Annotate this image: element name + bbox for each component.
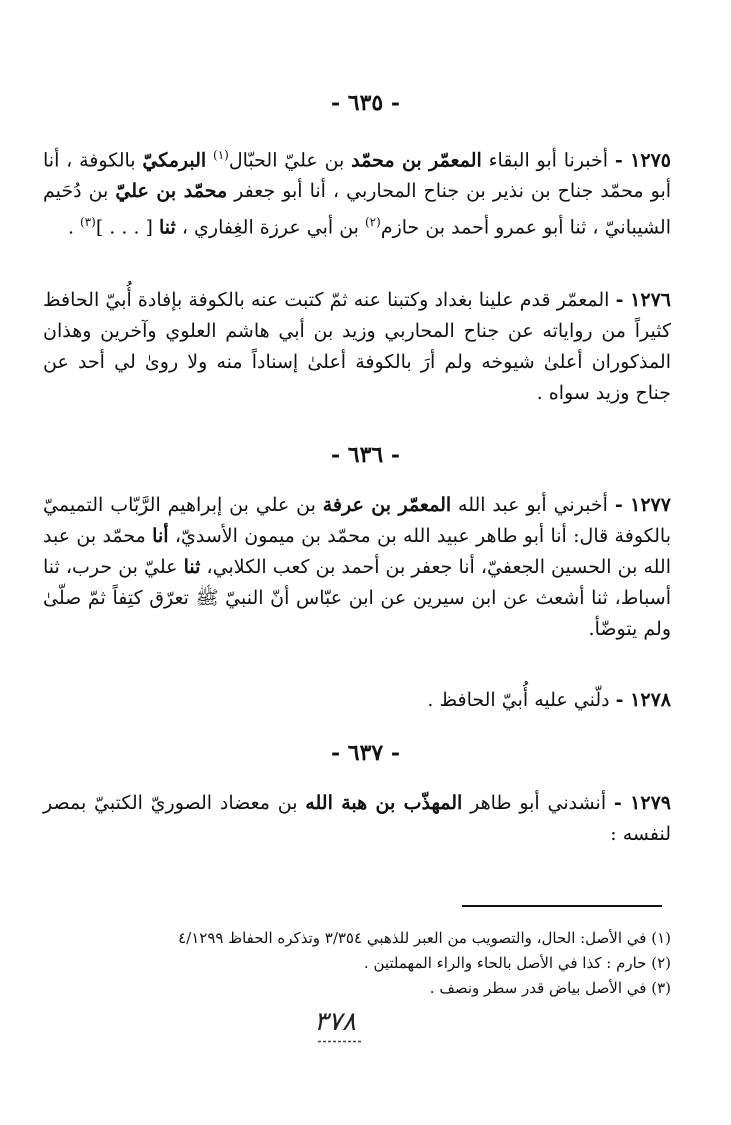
bold-name: أنا bbox=[152, 525, 169, 547]
entry-text: أخبرني أبو عبد الله bbox=[451, 494, 608, 516]
footnote-2: (٢) حارم : كذا في الأصل بالحاء والراء المهملتين . bbox=[363, 954, 671, 972]
entry-number: ١٢٧٨ - bbox=[615, 689, 671, 711]
entry-1276 bbox=[43, 285, 671, 409]
entry-text: أخبرنا أبو البقاء bbox=[481, 149, 609, 172]
section-number-637: - ٦٣٧ - bbox=[330, 740, 401, 766]
entry-number: ١٢٧٦ - bbox=[615, 289, 671, 311]
bold-name: المهذّب بن هبة الله bbox=[305, 792, 463, 814]
section-number-636: - ٦٣٦ - bbox=[330, 442, 401, 468]
entry-text: دلّني عليه أُبيّ الحافظ . bbox=[427, 689, 610, 711]
footnote-separator bbox=[462, 905, 662, 907]
footnote-ref: (١) bbox=[213, 148, 229, 162]
entry-1275 bbox=[43, 140, 671, 244]
entry-text: المعمّر قدم علينا بغداد وكتبنا عنه ثمّ كتبت عنه بالكوفة بإفادة أُبيّ الحافظ كثيراً من رواياته عن جناح المحاربي وزيد بن أبي هاشم العلوي وآخرين وهذان المذكوران أعلىٰ شيوخه ولم أرَ بالكوفة أعلىٰ إسناداً منه ولا روىٰ لي أحد عن جناح وزيد سواه . bbox=[43, 289, 671, 404]
entry-number: ١٢٧٥ - bbox=[614, 149, 671, 172]
handwritten-page-number bbox=[280, 1002, 390, 1038]
footnote-3: (٣) في الأصل بياض قدر سطر ونصف . bbox=[429, 979, 671, 997]
entry-1279 bbox=[43, 788, 671, 850]
entry-number: ١٢٧٧ - bbox=[614, 494, 671, 516]
bold-name: البرمكيّ bbox=[142, 149, 207, 172]
section-number-635: - ٦٣٥ - bbox=[330, 90, 401, 116]
bold-name: ثنا bbox=[183, 556, 201, 578]
entry-text: محمّد بن عبد الله بن الحسين الجعفيّ، أنا جعفر بن أحمد بن كعب الكلابي، bbox=[43, 525, 671, 578]
footnote-ref: (٣) bbox=[80, 215, 96, 230]
footnote-1: (١) في الأصل: الحال، والتصويب من العبر للذهبي ٣/٣٥٤ وتذكره الحفاظ ٤/١٢٩٩ bbox=[178, 929, 671, 947]
entry-text: . bbox=[67, 216, 81, 239]
bold-name: محمّد بن عليّ bbox=[115, 180, 228, 203]
entry-1277 bbox=[43, 490, 671, 645]
ink-dash-mark bbox=[318, 1040, 362, 1043]
entry-text bbox=[206, 149, 213, 171]
entry-text: بن علي بن إبراهيم الرَّبّاب التميميّ بالكوفة قال: أنا أبو طاهر عبيد الله بن محمّد بن ميمون الأسديّ، bbox=[43, 494, 671, 547]
handwritten-page-number-text: ٣٧٨ bbox=[314, 1007, 356, 1037]
bold-name: المعمّر بن عرفة bbox=[322, 494, 452, 516]
entry-text: بن أبي عرزة الغِفاري ، bbox=[175, 216, 365, 239]
entry-text: عليّ بن حرب، ثنا أسباط، ثنا أشعث عن ابن سيرين عن ابن عبّاس أنّ النبيّ ﷺ تعرّق كتِفاً ثمّ صلّىٰ ولم يتوضّأ. bbox=[43, 556, 671, 640]
entry-1278 bbox=[43, 685, 671, 716]
bold-name: المعمّر بن محمّد bbox=[351, 149, 482, 172]
entry-text: بن معضاد الصوريّ الكتبيّ بمصر لنفسه : bbox=[43, 792, 671, 845]
entry-text: [ . . . ] bbox=[95, 216, 160, 239]
entry-text: بن عليّ الحبّال bbox=[228, 149, 352, 172]
entry-text: أنشدني أبو طاهر bbox=[462, 792, 607, 814]
entry-text: بالكوفة ، أنا أبو محمّد جناح بن نذير بن جناح المحاربي ، أنا أبو جعفر bbox=[43, 149, 672, 203]
entry-number: ١٢٧٩ - bbox=[613, 792, 671, 814]
bold-name: ثنا bbox=[159, 216, 176, 239]
entry-text: بن دُحَيم الشيبانيّ ، ثنا أبو عمرو أحمد بن حازم bbox=[43, 180, 671, 239]
footnote-ref: (٢) bbox=[364, 215, 381, 230]
